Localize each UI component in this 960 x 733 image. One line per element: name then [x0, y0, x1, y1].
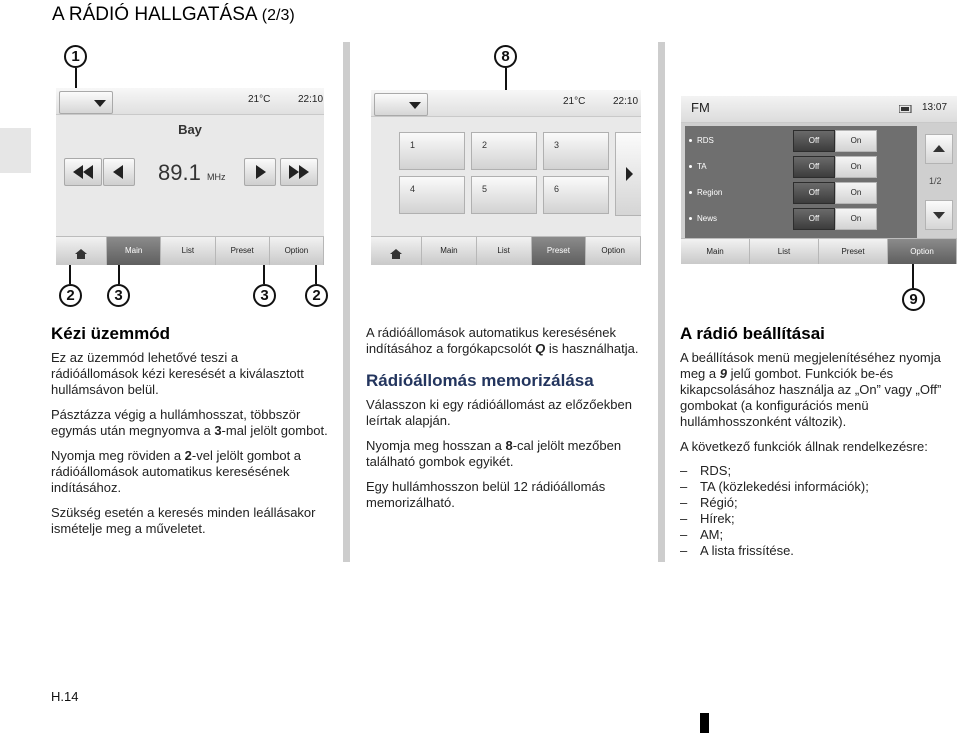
- col3-text: [680, 350, 958, 559]
- col2-text: [366, 325, 644, 511]
- paragraph: [366, 438, 644, 470]
- section-heading-manual: Kézi üzemmód: [51, 324, 171, 343]
- up-arrow-icon: [926, 135, 952, 163]
- end-marker: [700, 713, 709, 733]
- ta-on-button[interactable]: On: [835, 156, 877, 178]
- radio-screen-main: [56, 88, 324, 265]
- frequency-unit: MHz: [206, 172, 226, 182]
- tab-main[interactable]: Main: [107, 237, 161, 265]
- paragraph: [680, 350, 958, 430]
- paragraph: [51, 407, 329, 439]
- scroll-up-button[interactable]: [925, 134, 953, 164]
- callout-ref: 3: [214, 423, 222, 438]
- step-forward-button[interactable]: [244, 158, 276, 186]
- page-title-main: A RÁDIÓ HALLGATÁSA: [52, 4, 257, 25]
- status-bar: [371, 90, 641, 117]
- callout-1: 1: [64, 45, 87, 68]
- list-item: [680, 463, 958, 479]
- station-name: Bay: [178, 122, 202, 137]
- bullet-dot-icon: [689, 139, 692, 142]
- setting-row-rds: [689, 130, 895, 152]
- paragraph: Egy hullámhosszon belül 12 rádióállomás memorizálható.: [366, 479, 606, 510]
- text-run: A beállítások menü megjelenítéséhez nyomja meg a: [680, 350, 941, 381]
- tab-preset[interactable]: Preset: [216, 237, 270, 265]
- list-item-text: AM;: [700, 527, 724, 542]
- text-run: Nyomja meg röviden a: [51, 448, 185, 463]
- dash: –: [680, 463, 688, 478]
- paragraph: Ez az üzemmód lehetővé teszi a rádióállomások kézi keresését a kiválasztott hullámsávon belül.: [51, 350, 304, 397]
- setting-row-ta: [689, 156, 895, 178]
- home-icon: [75, 249, 87, 259]
- paragraph: Válasszon ki egy rádióállomást az előzőekben leírtak alapján.: [366, 397, 632, 428]
- setting-label: TA: [697, 162, 707, 171]
- section-heading-settings: A rádió beállításai: [680, 324, 825, 343]
- bullet-dot-icon: [689, 217, 692, 220]
- preset-button-1[interactable]: 1: [399, 132, 465, 170]
- preset-button-4[interactable]: 4: [399, 176, 465, 214]
- region-on-button[interactable]: On: [835, 182, 877, 204]
- callout-ref: 2: [184, 448, 192, 463]
- left-arrow-icon: [104, 159, 134, 185]
- battery-icon: [899, 105, 913, 113]
- frequency-display: [158, 160, 225, 186]
- bottom-menu: [56, 236, 324, 265]
- seek-forward-button[interactable]: [280, 158, 318, 186]
- callout-2: 2: [305, 284, 328, 307]
- tab-option[interactable]: Option: [888, 239, 957, 264]
- tab-list[interactable]: List: [477, 237, 532, 265]
- right-arrow-icon: [245, 159, 275, 185]
- paragraph: [51, 448, 329, 496]
- text-run: Nyomja meg hosszan a: [366, 438, 506, 453]
- setting-label: RDS: [697, 136, 714, 145]
- frequency-value: 89.1: [158, 160, 201, 185]
- step-back-button[interactable]: [103, 158, 135, 186]
- dash: –: [680, 479, 688, 494]
- callout-3: 3: [107, 284, 130, 307]
- list-item: [680, 495, 958, 511]
- next-page-button[interactable]: [615, 132, 641, 216]
- radio-screen-settings: [681, 96, 957, 264]
- list-item: [680, 479, 958, 495]
- callout-8: 8: [494, 45, 517, 68]
- text-run: -mal jelölt gombot.: [221, 423, 328, 438]
- knob-ref: Q: [535, 341, 546, 356]
- bottom-menu: [681, 238, 957, 264]
- preset-button-6[interactable]: 6: [543, 176, 609, 214]
- setting-row-news: [689, 208, 895, 230]
- tab-preset[interactable]: Preset: [819, 239, 888, 264]
- text-run: jelű gombot. Funkciók be-és kikapcsolásához használja az „On” vagy „Off” gombokat (a konfigurációs menü hullámhosszonként változik).: [680, 366, 942, 429]
- temperature: 21°C: [248, 94, 271, 105]
- clock: 13:07: [922, 102, 948, 113]
- tab-preset[interactable]: Preset: [532, 237, 587, 265]
- callout-ref: 9: [719, 366, 727, 381]
- bullet-dot-icon: [689, 191, 692, 194]
- bullet-dot-icon: [689, 165, 692, 168]
- preset-button-5[interactable]: 5: [471, 176, 537, 214]
- list-item-text: Régió;: [700, 495, 738, 510]
- chevron-down-icon: [409, 102, 421, 109]
- dash: –: [680, 543, 688, 558]
- page-number: H.14: [51, 689, 79, 704]
- double-right-arrow-icon: [281, 159, 317, 185]
- list-item-text: RDS;: [700, 463, 732, 478]
- radio-screen-preset: [371, 90, 641, 265]
- preset-button-2[interactable]: 2: [471, 132, 537, 170]
- status-bar: [681, 96, 957, 123]
- setting-label: Region: [697, 188, 723, 197]
- right-arrow-icon: [616, 133, 641, 215]
- col1-text: [51, 350, 329, 537]
- temperature: 21°C: [563, 96, 586, 107]
- band-label: FM: [691, 100, 710, 115]
- text-run: A rádióállomások automatikus keresésének indításához a forgókapcsolót: [366, 325, 617, 356]
- rds-off-button[interactable]: Off: [793, 130, 835, 152]
- scroll-down-button[interactable]: [925, 200, 953, 230]
- down-arrow-icon: [926, 201, 952, 229]
- source-dropdown[interactable]: [59, 91, 113, 114]
- paragraph: [366, 325, 644, 357]
- preset-button-3[interactable]: 3: [543, 132, 609, 170]
- double-left-arrow-icon: [65, 159, 101, 185]
- source-dropdown[interactable]: [374, 93, 428, 116]
- status-bar: [56, 88, 324, 115]
- bottom-menu: [371, 236, 641, 265]
- seek-back-button[interactable]: [64, 158, 102, 186]
- tab-main[interactable]: Main: [681, 239, 750, 264]
- setting-label: News: [697, 214, 718, 223]
- home-button[interactable]: [371, 237, 422, 265]
- callout-ref: 8: [505, 438, 513, 453]
- callout-2: 2: [59, 284, 82, 307]
- dash: –: [680, 527, 688, 542]
- page-title-sub: (2/3): [261, 7, 295, 24]
- tab-main[interactable]: Main: [422, 237, 477, 265]
- ta-off-button[interactable]: Off: [793, 156, 835, 178]
- clock: 22:10: [613, 96, 639, 107]
- chevron-down-icon: [94, 100, 106, 107]
- home-button[interactable]: [56, 237, 107, 265]
- callout-3: 3: [253, 284, 276, 307]
- dash: –: [680, 495, 688, 510]
- dash: –: [680, 511, 688, 526]
- tab-list[interactable]: List: [750, 239, 819, 264]
- tab-option[interactable]: Option: [586, 237, 641, 265]
- list-item-text: A lista frissítése.: [700, 543, 794, 558]
- paragraph: Szükség esetén a keresés minden leállásakor ismételje meg a műveletet.: [51, 505, 316, 536]
- news-on-button[interactable]: On: [835, 208, 877, 230]
- text-run: -cal jelölt mezőben található gombok egyikét.: [366, 438, 622, 469]
- news-off-button[interactable]: Off: [793, 208, 835, 230]
- tab-option[interactable]: Option: [270, 237, 324, 265]
- paragraph: A következő funkciók állnak rendelkezésre:: [680, 439, 928, 454]
- page-indicator: 1/2: [929, 176, 942, 186]
- list-item: [680, 543, 958, 559]
- list-item: [680, 511, 958, 527]
- text-run: is használhatja.: [545, 341, 639, 356]
- function-list: [680, 463, 958, 559]
- rds-on-button[interactable]: On: [835, 130, 877, 152]
- section-heading-memorize: Rádióállomás memorizálása: [366, 371, 594, 390]
- callout-9: 9: [902, 288, 925, 311]
- setting-row-region: [689, 182, 895, 204]
- text-run: Pásztázza végig a hullámhosszat, többször egymás után megnyomva a: [51, 407, 301, 438]
- list-item-text: Hírek;: [700, 511, 735, 526]
- region-off-button[interactable]: Off: [793, 182, 835, 204]
- tab-list[interactable]: List: [161, 237, 215, 265]
- list-item-text: TA (közlekedési információk);: [700, 479, 869, 494]
- clock: 22:10: [298, 94, 324, 105]
- list-item: [680, 527, 958, 543]
- home-icon: [390, 249, 402, 259]
- text-run: -vel jelölt gombot a rádióállomások automatikus keresésének indításához.: [51, 448, 302, 495]
